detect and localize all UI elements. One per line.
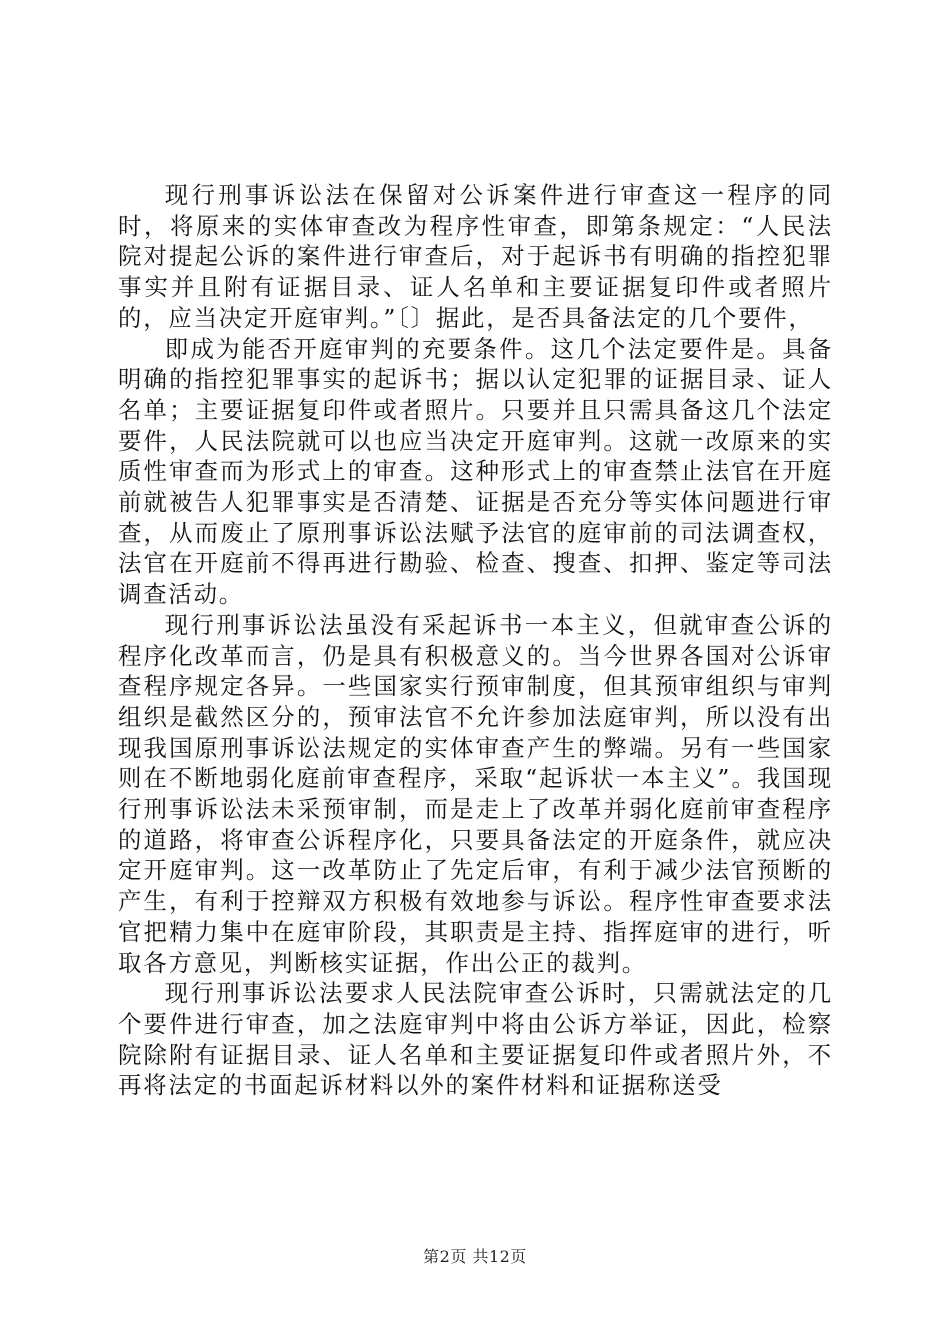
body-paragraph-3: 现行刑事诉讼法虽没有采起诉书一本主义，但就审查公诉的程序化改革而言，仍是具有积极意义的。当今世界各国对公诉审查程序规定各异。一些国家实行预审制度，但其预审组织与审判组织是截然区分的，预审法官不允许参加法庭审判，所以没有出现我国原刑事诉讼法规定的实体审查产生的弊端。另有一些国家则在不断地弱化庭前审查程序，采取“起诉状一本主义”。我国现行刑事诉讼法未采预审制，而是走上了改革并弱化庭前审查程序的道路，将审查公诉程序化，只要具备法定的开庭条件，就应决定开庭审判。这一改革防止了先定后审，有利于减少法官预断的产生，有利于控辩双方积极有效地参与诉讼。程序性审查要求法官把精力集中在庭审阶段，其职责是主持、指挥庭审的进行，听取各方意见，判断核实证据，作出公正的裁判。 [118, 610, 833, 977]
document-body [118, 180, 833, 1101]
body-paragraph-2: 即成为能否开庭审判的充要条件。这几个法定要件是。具备明确的指控犯罪事实的起诉书；据以认定犯罪的证据目录、证人名单；主要证据复印件或者照片。只要并且只需具备这几个法定要件，人民法院就可以也应当决定开庭审判。这就一改原来的实质性审查而为形式上的审查。这种形式上的审查禁止法官在开庭前就被告人犯罪事实是否清楚、证据是否充分等实体问题进行审查，从而废止了原刑事诉讼法赋予法官的庭审前的司法调查权，法官在开庭前不得再进行勘验、检查、搜查、扣押、鉴定等司法调查活动。 [118, 334, 833, 609]
body-paragraph-4: 现行刑事诉讼法要求人民法院审查公诉时，只需就法定的几个要件进行审查，加之法庭审判中将由公诉方举证，因此，检察院除附有证据目录、证人名单和主要证据复印件或者照片外，不再将法定的书面起诉材料以外的案件材料和证据称送受 [118, 979, 833, 1100]
page-number-footer: 第2页 共12页 [423, 1247, 527, 1266]
body-paragraph-1: 现行刑事诉讼法在保留对公诉案件进行审查这一程序的同时，将原来的实体审查改为程序性审查，即第条规定：“人民法院对提起公诉的案件进行审查后，对于起诉书有明确的指控犯罪事实并且附有证据目录、证人名单和主要证据复印件或者照片的，应当决定开庭审判。”〔〕据此，是否具备法定的几个要件， [118, 181, 833, 332]
